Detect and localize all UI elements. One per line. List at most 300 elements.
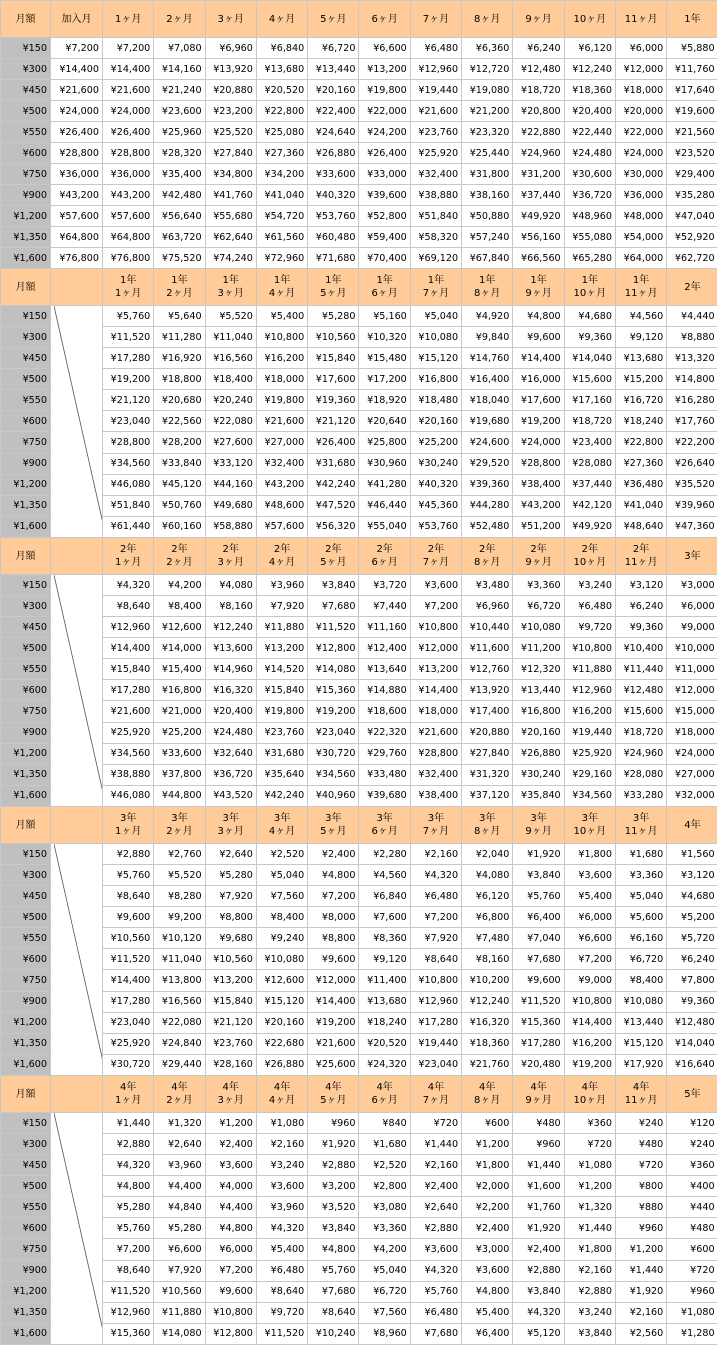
table-cell: ¥5,520 [154,865,205,886]
table-cell: ¥8,160 [205,596,256,617]
table-cell: ¥20,800 [513,101,564,122]
table-cell: ¥10,120 [154,928,205,949]
table-cell: ¥30,000 [615,164,666,185]
table-cell: ¥33,600 [154,743,205,764]
table-cell: ¥10,800 [256,327,307,348]
table-row [1,327,717,348]
table-cell: ¥10,560 [205,949,256,970]
table-cell: ¥2,400 [462,1218,513,1239]
table-cell: ¥63,720 [154,227,205,248]
table-cell: ¥16,920 [154,348,205,369]
column-header [103,1076,154,1113]
table-cell: ¥1,800 [564,1239,615,1260]
table-row [1,680,717,701]
column-header [256,1076,307,1113]
table-cell: ¥14,400 [564,1012,615,1033]
table-cell: ¥48,600 [256,495,307,516]
table-cell: ¥9,600 [513,970,564,991]
table-cell: ¥4,800 [513,306,564,327]
table-cell: ¥31,200 [513,164,564,185]
table-cell: ¥76,800 [103,248,154,269]
table-cell: ¥2,880 [103,844,154,865]
table-cell: ¥21,600 [410,101,461,122]
table-cell: ¥8,280 [154,886,205,907]
table-cell: ¥16,000 [513,369,564,390]
table-cell: ¥24,600 [462,432,513,453]
table-row [1,743,717,764]
table-cell: ¥21,600 [410,722,461,743]
column-header-line: 4年 [582,1082,598,1093]
table-cell: ¥23,320 [462,122,513,143]
table-cell: ¥12,000 [615,59,666,80]
table-cell: ¥43,200 [513,495,564,516]
table-cell: ¥4,560 [615,306,666,327]
table-cell: ¥38,400 [513,474,564,495]
table-cell: ¥44,800 [154,785,205,806]
table-cell: ¥34,560 [103,453,154,474]
table-cell: ¥11,520 [256,1323,307,1344]
table-cell: ¥7,680 [513,949,564,970]
table-cell: ¥4,320 [410,865,461,886]
table-cell: ¥1,680 [359,1134,410,1155]
table-cell: ¥19,200 [103,369,154,390]
column-header [205,1076,256,1113]
column-header [410,807,461,844]
table-row [1,596,717,617]
table-cell: ¥960 [667,1281,717,1302]
table-row [1,1218,717,1239]
table-cell: ¥3,360 [615,865,666,886]
table-cell: ¥2,000 [462,1176,513,1197]
column-header-line: 3年 [479,813,495,824]
column-header: 1年 [667,1,717,38]
table-cell: ¥3,840 [564,1323,615,1344]
row-label: ¥450 [1,348,51,369]
column-header-line: 4年 [274,1082,290,1093]
table-cell: ¥13,440 [615,1012,666,1033]
column-header-line: 2年 [530,544,546,555]
table-cell: ¥12,240 [564,59,615,80]
table-cell: ¥8,640 [410,949,461,970]
table-cell: ¥5,120 [513,1323,564,1344]
column-header-line: 9ヶ月 [525,1095,551,1106]
table-cell: ¥35,400 [154,164,205,185]
join-month-cell: ¥14,400 [51,59,103,80]
table-cell: ¥20,880 [462,722,513,743]
table-cell: ¥18,720 [615,722,666,743]
table-cell: ¥14,400 [308,991,359,1012]
table-row [1,1197,717,1218]
table-cell: ¥32,400 [256,453,307,474]
column-header-line: 1ヶ月 [115,1095,141,1106]
table-cell: ¥4,800 [205,1218,256,1239]
table-cell: ¥27,360 [256,143,307,164]
table-cell: ¥29,440 [154,1054,205,1075]
table-cell: ¥23,040 [410,1054,461,1075]
table-cell: ¥25,920 [103,722,154,743]
row-label: ¥550 [1,122,51,143]
table-cell: ¥31,680 [308,453,359,474]
table-cell: ¥40,320 [410,474,461,495]
column-header-line: 2年 [171,544,187,555]
table-cell: ¥720 [615,1155,666,1176]
table-cell: ¥3,240 [564,575,615,596]
column-header [205,269,256,306]
table-cell: ¥400 [667,1176,717,1197]
table-cell: ¥2,160 [615,1302,666,1323]
table-cell: ¥29,520 [462,453,513,474]
table-cell: ¥16,200 [564,1033,615,1054]
row-label: ¥150 [1,575,51,596]
diagonal-blank-cell [51,575,103,807]
table-cell: ¥2,200 [462,1197,513,1218]
table-cell: ¥7,200 [308,886,359,907]
column-header [256,807,307,844]
table-row [1,928,717,949]
table-cell: ¥18,000 [615,80,666,101]
table-cell: ¥28,800 [410,743,461,764]
table-cell: ¥55,680 [205,206,256,227]
column-header: 4ヶ月 [256,1,307,38]
column-header-line: 2年 [479,544,495,555]
table-cell: ¥840 [359,1113,410,1134]
table-cell: ¥3,000 [462,1239,513,1260]
table-cell: ¥21,560 [667,122,717,143]
table-cell: ¥5,880 [667,38,717,59]
table-cell: ¥18,800 [154,369,205,390]
table-cell: ¥60,480 [308,227,359,248]
table-cell: ¥6,360 [462,38,513,59]
table-cell: ¥12,800 [308,638,359,659]
table-cell: ¥480 [615,1134,666,1155]
diagonal-line [54,1113,103,1344]
table-cell: ¥12,240 [205,617,256,638]
table-row [1,474,717,495]
table-row [1,59,717,80]
column-header-line: 3ヶ月 [218,288,244,299]
row-label: ¥1,200 [1,206,51,227]
table-cell: ¥32,400 [410,164,461,185]
column-header-line: 10ヶ月 [573,288,606,299]
table-cell: ¥25,600 [308,1054,359,1075]
table-cell: ¥4,080 [205,575,256,596]
table-cell: ¥11,880 [564,659,615,680]
column-header-line: 7ヶ月 [423,557,449,568]
table-cell: ¥21,000 [154,701,205,722]
column-header-line: 7ヶ月 [423,1095,449,1106]
table-cell: ¥2,880 [410,1218,461,1239]
table-cell: ¥28,800 [103,143,154,164]
table-cell: ¥24,000 [615,143,666,164]
column-header [462,807,513,844]
column-header-line: 6ヶ月 [371,557,397,568]
table-row [1,1113,717,1134]
table-cell: ¥24,000 [513,432,564,453]
table-cell: ¥3,120 [667,865,717,886]
table-row [1,886,717,907]
table-cell: ¥11,520 [103,1281,154,1302]
table-cell: ¥46,080 [103,474,154,495]
table-cell: ¥29,400 [667,164,717,185]
column-header [564,1076,615,1113]
table-cell: ¥8,360 [359,928,410,949]
column-header [462,269,513,306]
table-cell: ¥17,200 [359,369,410,390]
table-cell: ¥15,360 [103,1323,154,1344]
column-header-line: 5ヶ月 [320,557,346,568]
column-header [154,807,205,844]
column-header-line: 2年 [376,544,392,555]
column-header-line: 6ヶ月 [371,1095,397,1106]
join-month-cell: ¥28,800 [51,143,103,164]
table-cell: ¥38,880 [103,764,154,785]
table-cell: ¥5,760 [513,886,564,907]
table-cell: ¥43,520 [205,785,256,806]
table-cell: ¥3,000 [667,575,717,596]
table-cell: ¥22,440 [564,122,615,143]
row-label: ¥550 [1,928,51,949]
table-cell: ¥1,920 [513,844,564,865]
table-cell: ¥14,880 [359,680,410,701]
table-cell: ¥30,720 [103,1054,154,1075]
table-cell: ¥960 [308,1113,359,1134]
table-cell: ¥5,400 [256,306,307,327]
table-cell: ¥20,880 [205,80,256,101]
table-cell: ¥13,920 [205,59,256,80]
table-cell: ¥38,400 [410,785,461,806]
column-header-line: 3ヶ月 [218,826,244,837]
table-cell: ¥10,800 [564,638,615,659]
row-label: ¥750 [1,164,51,185]
column-header-line: 1ヶ月 [115,288,141,299]
table-cell: ¥16,640 [667,1054,717,1075]
table-cell: ¥1,800 [564,844,615,865]
table-cell: ¥1,440 [410,1134,461,1155]
blank-header [51,1076,103,1113]
row-label: ¥1,200 [1,743,51,764]
table-cell: ¥14,800 [667,369,717,390]
table-cell: ¥2,520 [359,1155,410,1176]
table-cell: ¥42,120 [564,495,615,516]
table-cell: ¥11,040 [205,327,256,348]
table-cell: ¥4,400 [154,1176,205,1197]
column-header-line: 1ヶ月 [115,826,141,837]
table-cell: ¥14,760 [462,348,513,369]
table-cell: ¥2,160 [564,1260,615,1281]
table-cell: ¥6,480 [564,596,615,617]
corner-label: 月額 [1,807,51,844]
column-header: 10ヶ月 [564,1,615,38]
table-cell: ¥60,160 [154,516,205,537]
table-cell: ¥66,560 [513,248,564,269]
row-label: ¥300 [1,327,51,348]
table-cell: ¥20,160 [308,80,359,101]
table-cell: ¥31,800 [462,164,513,185]
table-cell: ¥7,200 [205,1260,256,1281]
column-header: 6ヶ月 [359,1,410,38]
table-cell: ¥29,160 [564,764,615,785]
table-cell: ¥41,280 [359,474,410,495]
table-cell: ¥25,440 [462,143,513,164]
table-row [1,1323,717,1344]
column-header-line: 4ヶ月 [269,288,295,299]
table-cell: ¥23,760 [205,1033,256,1054]
column-header-line: 3年 [223,813,239,824]
table-cell: ¥22,080 [205,411,256,432]
table-cell: ¥5,760 [103,1218,154,1239]
table-cell: ¥4,680 [564,306,615,327]
table-cell: ¥32,400 [410,764,461,785]
table-cell: ¥14,080 [308,659,359,680]
row-label: ¥450 [1,1155,51,1176]
row-label: ¥150 [1,1113,51,1134]
table-cell: ¥17,280 [513,1033,564,1054]
table-cell: ¥16,320 [205,680,256,701]
column-header-line: 2年 [325,544,341,555]
column-header [359,1076,410,1113]
column-header-line: 3年 [633,813,649,824]
table-cell: ¥13,440 [308,59,359,80]
table-row [1,1033,717,1054]
table-cell: ¥10,400 [615,638,666,659]
table-cell: ¥5,040 [359,1260,410,1281]
table-row [1,1155,717,1176]
column-header [564,538,615,575]
table-cell: ¥9,600 [205,1281,256,1302]
column-header [513,1076,564,1113]
table-cell: ¥24,200 [359,122,410,143]
column-header-line: 2年 [120,544,136,555]
table-cell: ¥9,000 [564,970,615,991]
table-cell: ¥46,440 [359,495,410,516]
table-cell: ¥25,960 [154,122,205,143]
table-cell: ¥15,120 [615,1033,666,1054]
table-cell: ¥6,400 [462,1323,513,1344]
column-header-line: 4年 [428,1082,444,1093]
column-header-line: 11ヶ月 [625,557,658,568]
column-header-line: 7ヶ月 [423,288,449,299]
table-row [1,1012,717,1033]
table-cell: ¥8,000 [308,907,359,928]
table-cell: ¥8,640 [103,1260,154,1281]
table-cell: ¥7,200 [410,907,461,928]
table-cell: ¥17,280 [103,348,154,369]
table-cell: ¥15,840 [308,348,359,369]
table-cell: ¥20,680 [154,390,205,411]
table-cell: ¥9,680 [205,928,256,949]
column-header-line: 7ヶ月 [423,826,449,837]
column-header-line: 3年 [428,813,444,824]
table-cell: ¥51,840 [103,495,154,516]
table-row [1,80,717,101]
row-label: ¥550 [1,659,51,680]
table-cell: ¥16,320 [462,1012,513,1033]
table-cell: ¥18,480 [410,390,461,411]
table-cell: ¥7,600 [359,907,410,928]
table-cell: ¥39,960 [667,495,717,516]
column-header-line: 11ヶ月 [625,288,658,299]
table-cell: ¥16,800 [410,369,461,390]
table-cell: ¥3,960 [154,1155,205,1176]
diagonal-blank-cell [51,844,103,1076]
table-cell: ¥21,600 [308,1033,359,1054]
column-header [256,538,307,575]
table-cell: ¥9,360 [667,991,717,1012]
table-row [1,659,717,680]
table-cell: ¥10,440 [462,617,513,638]
table-cell: ¥19,200 [308,1012,359,1033]
table-cell: ¥12,720 [462,59,513,80]
table-row [1,390,717,411]
column-header [308,269,359,306]
table-cell: ¥2,560 [615,1323,666,1344]
table-cell: ¥49,680 [205,495,256,516]
header-row [1,1,717,38]
table-cell: ¥23,760 [256,722,307,743]
table-cell: ¥18,720 [564,411,615,432]
column-header: 1ヶ月 [103,1,154,38]
table-row [1,1239,717,1260]
table-cell: ¥23,040 [103,411,154,432]
table-row [1,143,717,164]
column-header-line: 8ヶ月 [474,1095,500,1106]
row-label: ¥1,600 [1,248,51,269]
table-cell: ¥17,160 [564,390,615,411]
row-label: ¥900 [1,1260,51,1281]
column-header-line: 3年 [120,813,136,824]
column-header-line: 5年 [684,1089,700,1100]
table-cell: ¥440 [667,1197,717,1218]
column-header-line: 1年 [325,275,341,286]
table-cell: ¥1,080 [667,1302,717,1323]
table-cell: ¥960 [513,1134,564,1155]
table-cell: ¥6,240 [615,596,666,617]
table-cell: ¥18,000 [667,722,717,743]
table-cell: ¥10,800 [410,617,461,638]
column-header [667,538,717,575]
table-cell: ¥19,200 [513,411,564,432]
table-cell: ¥19,080 [462,80,513,101]
table-cell: ¥33,000 [359,164,410,185]
table-cell: ¥15,120 [410,348,461,369]
row-label: ¥600 [1,411,51,432]
table-cell: ¥11,000 [667,659,717,680]
table-cell: ¥13,680 [359,991,410,1012]
table-row [1,411,717,432]
table-cell: ¥24,960 [615,743,666,764]
table-cell: ¥23,760 [410,122,461,143]
table-cell: ¥10,560 [154,1281,205,1302]
table-cell: ¥17,280 [103,991,154,1012]
table-cell: ¥17,280 [103,680,154,701]
table-cell: ¥62,720 [667,248,717,269]
table-cell: ¥42,240 [308,474,359,495]
table-cell: ¥41,040 [256,185,307,206]
table-cell: ¥3,600 [462,1260,513,1281]
column-header [359,538,410,575]
table-cell: ¥17,600 [513,390,564,411]
blank-header [51,807,103,844]
row-label: ¥750 [1,432,51,453]
column-header-line: 11ヶ月 [625,1095,658,1106]
column-header [667,269,717,306]
column-header-line: 3年 [530,813,546,824]
table-cell: ¥22,800 [256,101,307,122]
table-cell: ¥36,720 [205,764,256,785]
table-cell: ¥13,200 [359,59,410,80]
row-label: ¥550 [1,1197,51,1218]
corner-label: 月額 [1,538,51,575]
